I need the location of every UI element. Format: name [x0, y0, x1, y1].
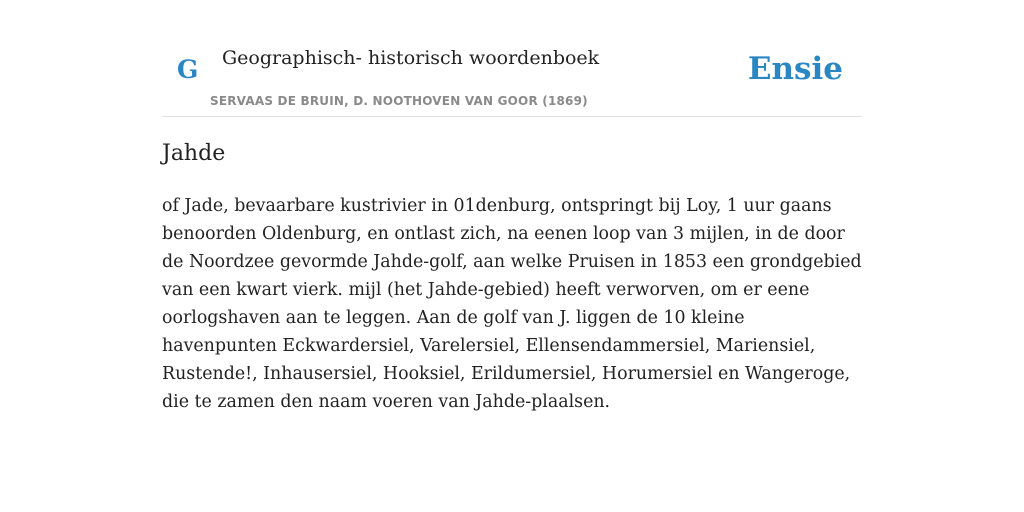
- entry-title: Jahde: [162, 141, 226, 166]
- book-header: [162, 0, 862, 117]
- entry-body: of Jade, bevaarbare kustrivier in 01denburg, ontspringt bij Loy, 1 uur gaans benoorden Oldenburg, en ontlast zich, na eenen loop van 3 mijlen, in de door de Noordzee gevormde Jahde-golf, aan welke Pruisen in 1853 een grondgebied van een kwart vierk. mijl (het Jahde-gebied) heeft verworven, om er eene oorlogshaven aan te leggen. Aan de golf van J. liggen de 10 kleine havenpunten Eckwardersiel, Varelersiel, Ellensendammersiel, Mariensiel, Rustende!, Inhausersiel, Hooksiel, Erildumersiel, Horumersiel en Wangeroge, die te zamen den naam voeren van Jahde-plaalsen.: [162, 196, 862, 412]
- book-logo-icon[interactable]: G: [177, 55, 199, 84]
- book-title-link[interactable]: Geographisch- historisch woordenboek: [222, 47, 600, 69]
- ensie-logo-link[interactable]: Ensie: [747, 51, 843, 87]
- book-authors: SERVAAS DE BRUIN, D. NOOTHOVEN VAN GOOR (1869): [210, 94, 588, 108]
